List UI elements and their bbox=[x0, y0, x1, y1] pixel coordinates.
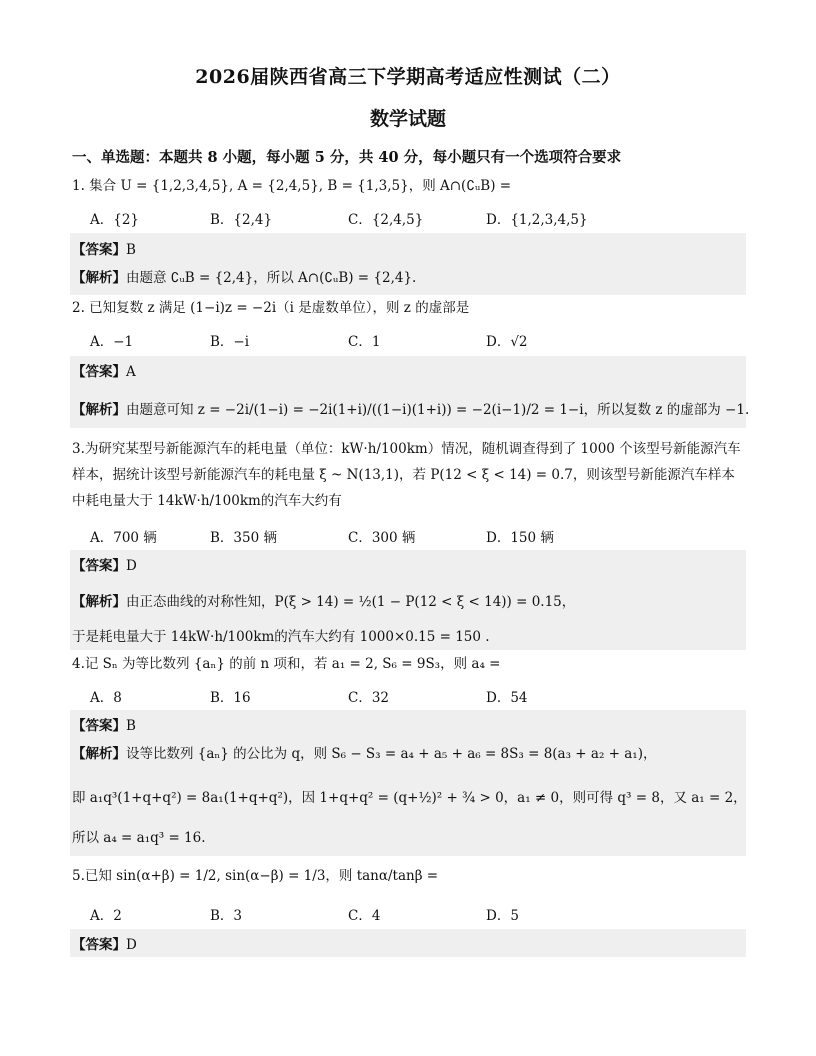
option-d: D．150 辆 bbox=[486, 530, 554, 546]
analysis-line-1 bbox=[72, 266, 416, 286]
option-a: A．700 辆 bbox=[90, 530, 157, 546]
option-a: A．8 bbox=[90, 690, 122, 706]
analysis-text: 由正态曲线的对称性知，P(ξ > 14) = ½(1 − P(12 < ξ < 14)) = 0.15， bbox=[126, 594, 576, 610]
question-4-stem: 4.记 Sₙ 为等比数列 {aₙ} 的前 n 项和，若 a₁ = 2, S₆ = 9S₃，则 a₄ = bbox=[72, 656, 501, 672]
analysis-line-3a bbox=[72, 590, 575, 610]
section-heading: 一、单选题：本题共 8 小题，每小题 5 分，共 40 分，每小题只有一个选项符合要求 bbox=[72, 149, 622, 166]
answer-line-1 bbox=[72, 238, 136, 258]
answer-tag: 【答案】 bbox=[72, 937, 126, 953]
answer-tag: 【答案】 bbox=[72, 242, 126, 258]
option-b: B．{2,4} bbox=[210, 212, 273, 228]
answer-line-5 bbox=[72, 933, 137, 953]
option-d: D．5 bbox=[486, 908, 519, 924]
option-a: A．2 bbox=[90, 908, 122, 924]
analysis-line-4a bbox=[72, 742, 656, 762]
analysis-tag: 【解析】 bbox=[72, 594, 126, 610]
answer-value: D bbox=[126, 937, 137, 953]
answer-tag: 【答案】 bbox=[72, 558, 126, 574]
analysis-line-4c: 所以 a₄ = a₁q³ = 16. bbox=[72, 830, 206, 846]
question-2-stem: 2. 已知复数 z 满足 (1−i)z = −2i（i 是虚数单位），则 z 的虚部是 bbox=[72, 300, 470, 316]
analysis-line-3b: 于是耗电量大于 14kW·h/100km的汽车大约有 1000×0.15 = 150 . bbox=[72, 629, 490, 645]
answer-line-3 bbox=[72, 554, 137, 574]
option-b: B．16 bbox=[210, 690, 251, 706]
analysis-tag: 【解析】 bbox=[72, 270, 126, 286]
question-1-stem: 1. 集合 U = {1,2,3,4,5}, A = {2,4,5}, B = {1,3,5}，则 A∩(∁ᵤB) = bbox=[72, 178, 512, 194]
question-3-stem: 3.为研究某型号新能源汽车的耗电量（单位：kW·h/100km）情况，随机调查得到了 1000 个该型号新能源汽车样本，据统计该型号新能源汽车的耗电量 ξ ~ N(13,1)，若 P(12 < ξ < 14) = 0.7，则该型号新能源汽车样本中耗电量大于 14kW·h/100km的汽车大约有 bbox=[72, 441, 741, 509]
answer-line-2 bbox=[72, 360, 136, 380]
page-subtitle: 数学试题 bbox=[369, 108, 446, 130]
option-d: D．54 bbox=[486, 690, 528, 706]
option-b: B．350 辆 bbox=[210, 530, 277, 546]
answer-line-4 bbox=[72, 714, 136, 734]
answer-tag: 【答案】 bbox=[72, 718, 126, 734]
option-b: B．3 bbox=[210, 908, 243, 924]
page-title: 2026届陕西省高三下学期高考适应性测试（二） bbox=[195, 66, 621, 88]
option-b: B．−i bbox=[210, 334, 250, 350]
analysis-line-4b: 即 a₁q³(1+q+q²) = 8a₁(1+q+q²)，因 1+q+q² = (q+½)² + ¾ > 0，a₁ ≠ 0，则可得 q³ = 8，又 a₁ = 2， bbox=[72, 790, 747, 806]
option-c: C．1 bbox=[348, 334, 381, 350]
option-c: C．{2,4,5} bbox=[348, 212, 424, 228]
option-c: C．4 bbox=[348, 908, 381, 924]
question-5-stem: 5.已知 sin(α+β) = 1/2, sin(α−β) = 1/3，则 tanα/tanβ = bbox=[72, 868, 439, 884]
option-c: C．300 辆 bbox=[348, 530, 416, 546]
answer-tag: 【答案】 bbox=[72, 364, 126, 380]
answer-value: B bbox=[126, 718, 136, 734]
answer-value: D bbox=[126, 558, 137, 574]
option-c: C．32 bbox=[348, 690, 390, 706]
option-a: A．{2} bbox=[90, 212, 140, 228]
answer-value: B bbox=[126, 242, 136, 258]
analysis-tag: 【解析】 bbox=[72, 746, 126, 762]
option-a: A．−1 bbox=[90, 334, 134, 350]
answer-block-5 bbox=[70, 929, 746, 957]
analysis-text: 设等比数列 {aₙ} 的公比为 q，则 S₆ − S₃ = a₄ + a₅ + a₆ = 8S₃ = 8(a₃ + a₂ + a₁)， bbox=[126, 746, 657, 762]
option-d: D．{1,2,3,4,5} bbox=[486, 212, 588, 228]
analysis-text: 由题意可知 z = −2i/(1−i) = −2i(1+i)/((1−i)(1+i)) = −2(i−1)/2 = 1−i，所以复数 z 的虚部为 −1. bbox=[126, 402, 750, 418]
analysis-text: 由题意 ∁ᵤB = {2,4}，所以 A∩(∁ᵤB) = {2,4}. bbox=[126, 270, 417, 286]
option-d: D．√2 bbox=[486, 334, 528, 350]
analysis-line-2 bbox=[72, 398, 749, 418]
answer-value: A bbox=[126, 364, 136, 380]
analysis-tag: 【解析】 bbox=[72, 402, 126, 418]
